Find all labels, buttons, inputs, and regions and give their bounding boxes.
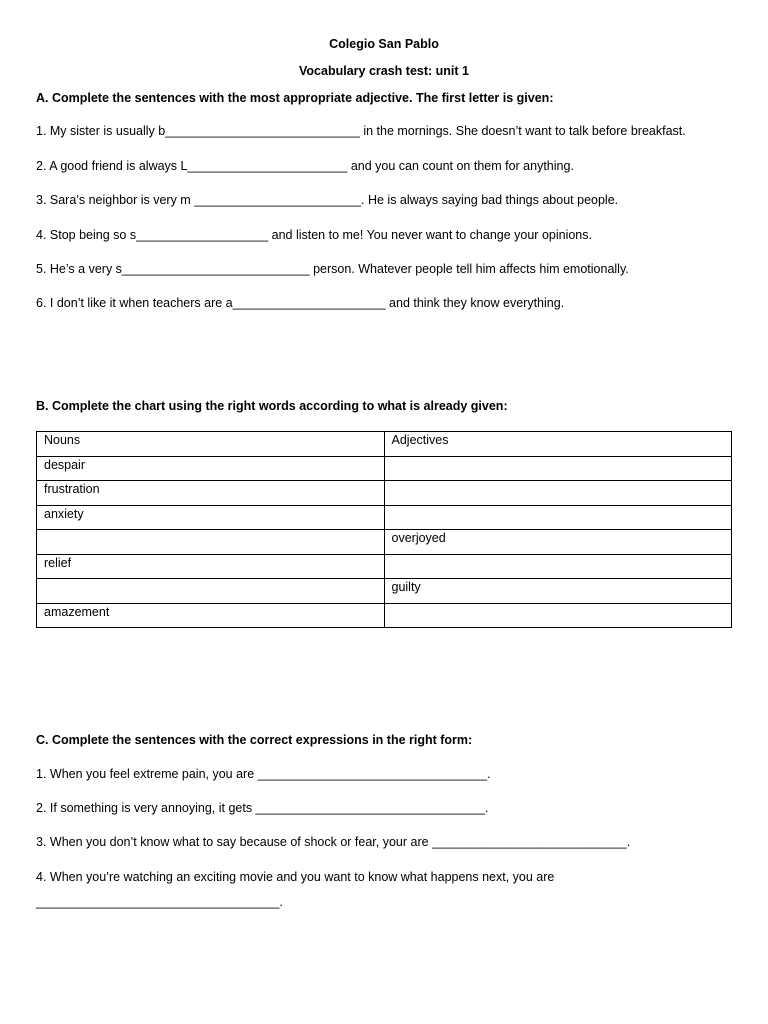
section-b-instruction: B. Complete the chart using the right words according to what is already given:: [36, 399, 508, 413]
section-c-item-4: 4. When you’re watching an exciting movie and you want to know what happens next, you are: [36, 870, 555, 884]
noun-cell: relief: [37, 554, 385, 579]
section-a-item-5: 5. He’s a very s___________________________ person. Whatever people tell him affects him emotionally.: [36, 262, 629, 276]
section-a-item-6: 6. I don’t like it when teachers are a______________________ and think they know everything.: [36, 296, 565, 310]
adjective-cell: guilty: [384, 579, 732, 604]
section-c-item-3: 3. When you don’t know what to say because of shock or fear, your are ____________________________.: [36, 835, 631, 849]
chart-header-row: [37, 432, 732, 457]
section-c-item-2: 2. If something is very annoying, it gets _________________________________.: [36, 801, 489, 815]
adjective-cell: [384, 554, 732, 579]
adjective-cell: [384, 456, 732, 481]
chart-row: [37, 530, 732, 555]
chart-row: [37, 579, 732, 604]
noun-cell: despair: [37, 456, 385, 481]
section-c-item-4-blank: ___________________________________.: [36, 895, 283, 909]
chart-header-adjectives: Adjectives: [384, 432, 732, 457]
chart-header-nouns: Nouns: [37, 432, 385, 457]
worksheet-title: Vocabulary crash test: unit 1: [299, 64, 469, 78]
noun-cell: amazement: [37, 603, 385, 628]
noun-cell: frustration: [37, 481, 385, 506]
school-name: Colegio San Pablo: [329, 37, 439, 51]
section-c-instruction: C. Complete the sentences with the correct expressions in the right form:: [36, 733, 473, 747]
chart-row: [37, 603, 732, 628]
chart-row: [37, 505, 732, 530]
noun-cell: [37, 530, 385, 555]
section-a-item-4: 4. Stop being so s___________________ and listen to me! You never want to change your opinions.: [36, 228, 592, 242]
section-a-item-2: 2. A good friend is always L_______________________ and you can count on them for anything.: [36, 159, 574, 173]
nouns-adjectives-chart: [36, 431, 732, 628]
noun-cell: anxiety: [37, 505, 385, 530]
adjective-cell: [384, 481, 732, 506]
chart-row: [37, 554, 732, 579]
noun-cell: [37, 579, 385, 604]
section-c-item-1: 1. When you feel extreme pain, you are _________________________________.: [36, 767, 491, 781]
section-a-item-1: 1. My sister is usually b____________________________ in the mornings. She doesn’t want to talk before breakfast.: [36, 124, 686, 138]
chart-row: [37, 481, 732, 506]
section-a-instruction: A. Complete the sentences with the most appropriate adjective. The first letter is given:: [36, 91, 554, 105]
section-a-item-3: 3. Sara’s neighbor is very m ________________________. He is always saying bad things about people.: [36, 193, 619, 207]
chart-row: [37, 456, 732, 481]
adjective-cell: overjoyed: [384, 530, 732, 555]
adjective-cell: [384, 505, 732, 530]
adjective-cell: [384, 603, 732, 628]
